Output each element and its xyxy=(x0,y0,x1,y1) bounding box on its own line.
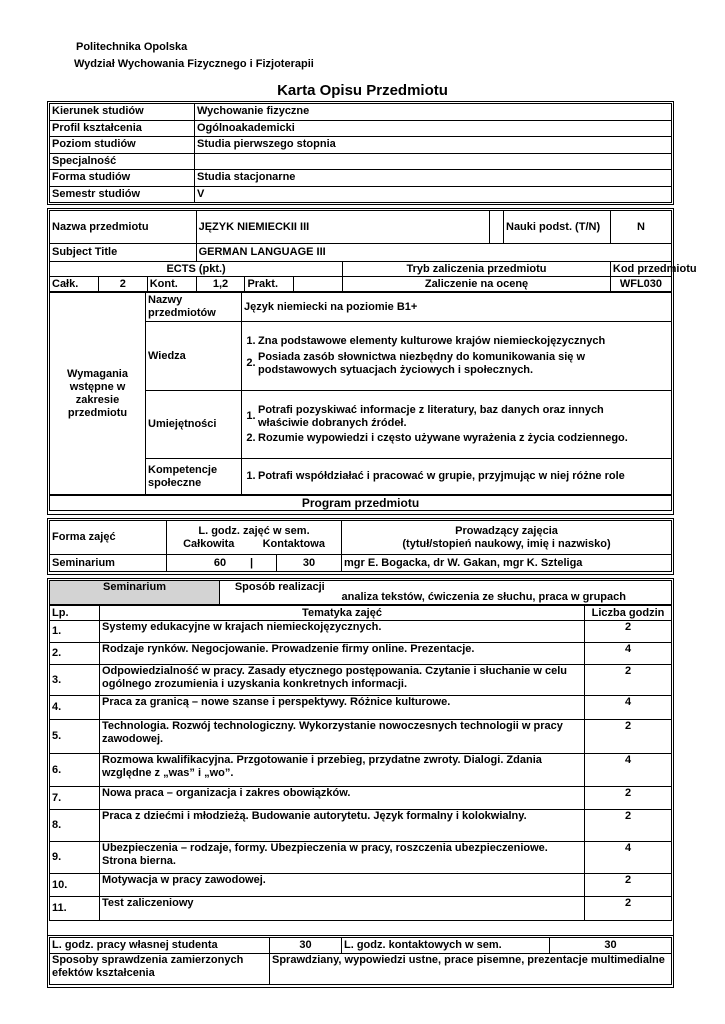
topic-row xyxy=(50,643,672,665)
self-work-value: 30 xyxy=(270,938,342,954)
skills-item-text: Rozumie wypowiedzi i często używane wyrażenia z życia codziennego. xyxy=(258,431,628,444)
knowledge-item xyxy=(244,351,669,377)
study-info-section xyxy=(47,101,674,205)
total-hours-value: 60 xyxy=(213,556,227,569)
topic-text: Technologia. Rozwój technologiczny. Wykorzystanie nowoczesnych technologii w pracy zawodowej. xyxy=(100,720,585,754)
topic-text: Rozmowa kwalifikacyjna. Przgotowanie i przebieg, przydatne zwroty. Dialogi. Zdania względne z „was” i „wo”. xyxy=(100,754,585,787)
contact-hours-label: L. godz. kontaktowych w sem. xyxy=(342,938,550,954)
study-info-label: Poziom studiów xyxy=(50,137,195,154)
total-label: Całkowita xyxy=(183,537,235,550)
knowledge-list xyxy=(242,322,672,391)
topic-lp: 7. xyxy=(50,787,100,810)
study-info-label: Profil kształcenia xyxy=(50,120,195,137)
code-label: Kod przedmiotu xyxy=(610,262,671,277)
topic-text: Odpowiedzialność w pracy. Zasady etycznego postępowania. Czytanie i słuchanie w celu ogólnego zrozumienia i uzyskania konkretnych informacji. xyxy=(100,665,585,696)
topic-hours: 2 xyxy=(585,874,672,897)
social-list xyxy=(242,459,672,495)
topics-section xyxy=(47,578,674,936)
hours-header xyxy=(167,521,342,555)
mode-label: Tryb zaliczenia przedmiotu xyxy=(343,262,611,277)
social-label: Kompetencje społeczne xyxy=(146,459,242,495)
assessment-value: Sprawdziany, wypowiedzi ustne, prace pisemne, prezentacje multimedialne xyxy=(270,954,672,985)
study-info-label: Semestr studiów xyxy=(50,186,195,203)
study-info-value: Studia stacjonarne xyxy=(195,170,672,187)
topic-hours: 4 xyxy=(585,643,672,665)
topic-text: Test zaliczeniowy xyxy=(100,897,585,921)
social-item-text: Potrafi współdziałać i pracować w grupie, przyjmując w niej różne role xyxy=(258,469,625,482)
subject-title-label: Subject Title xyxy=(50,244,197,262)
lecturer-header xyxy=(342,521,672,555)
ects-label: ECTS (pkt.) xyxy=(50,262,343,277)
faculty-name: Wydział Wychowania Fizycznego i Fizjoterapii xyxy=(74,58,314,70)
topic-lp: 1. xyxy=(50,621,100,643)
topic-lp: 4. xyxy=(50,696,100,720)
skills-item-number: 2. xyxy=(246,431,256,444)
hours-separator: | xyxy=(249,556,254,569)
course-name: JĘZYK NIEMIECKII III xyxy=(196,211,489,244)
study-info-row xyxy=(50,120,672,137)
topic-hours: 2 xyxy=(585,665,672,696)
hours-label: L. godz. zajęć w sem. xyxy=(198,524,310,537)
skills-item-text: Potrafi pozyskiwać informacje z literatury, baz danych oraz innych właściwie dobranych źródeł. xyxy=(258,403,604,429)
topic-hours: 2 xyxy=(585,621,672,643)
mode-value: Zaliczenie na ocenę xyxy=(343,277,611,292)
topic-row xyxy=(50,897,672,921)
program-title: Program przedmiotu xyxy=(50,496,672,511)
knowledge-item-number: 1. xyxy=(246,335,256,348)
topic-row xyxy=(50,665,672,696)
page-title: Karta Opisu Przedmiotu xyxy=(277,82,448,99)
program-section xyxy=(47,518,674,575)
contact-hours-value: 30 xyxy=(550,938,672,954)
code-value: WFL030 xyxy=(610,277,671,292)
topics-type: Seminarium xyxy=(50,581,220,605)
university-name: Politechnika Opolska xyxy=(76,41,188,53)
prereq-title: Wymagania wstępne w zakresie przedmiotu xyxy=(50,293,146,495)
skills-label: Umiejętności xyxy=(146,391,242,459)
topic-row xyxy=(50,621,672,643)
ects-practical-label: Prakt. xyxy=(245,277,294,292)
topic-lp: 10. xyxy=(50,874,100,897)
lecturer-label: Prowadzący zajęcia xyxy=(455,524,558,537)
ects-total-label: Całk. xyxy=(50,277,99,292)
study-info-value: Ogólnoakademicki xyxy=(195,120,672,137)
topic-hours: 2 xyxy=(585,810,672,842)
course-name-label: Nazwa przedmiotu xyxy=(50,211,197,244)
topic-hours: 4 xyxy=(585,696,672,720)
topic-text: Motywacja w pracy zawodowej. xyxy=(100,874,585,897)
social-item xyxy=(244,470,669,483)
topic-lp: 9. xyxy=(50,842,100,874)
topic-text: Systemy edukacyjne w krajach niemieckojęzycznych. xyxy=(100,621,585,643)
study-info-value: Studia pierwszego stopnia xyxy=(195,137,672,154)
topic-text: Nowa praca – organizacja i zakres obowiązków. xyxy=(100,787,585,810)
ects-contact-label: Kont. xyxy=(147,277,196,292)
col-lp: Lp. xyxy=(50,606,100,621)
course-section xyxy=(47,208,697,515)
subject-title: GERMAN LANGUAGE III xyxy=(196,244,671,262)
topic-hours: 2 xyxy=(585,720,672,754)
knowledge-item xyxy=(244,335,669,348)
study-info-label: Specjalność xyxy=(50,153,195,170)
method-value: analiza tekstów, ćwiczenia ze słuchu, praca w grupach xyxy=(340,581,672,605)
basic-science-label: Nauki podst. (T/N) xyxy=(504,211,611,244)
study-info-row xyxy=(50,170,672,187)
contact-hours: 30 xyxy=(277,555,342,572)
study-info-row xyxy=(50,153,672,170)
study-info-value: V xyxy=(195,186,672,203)
ects-total-value: 2 xyxy=(98,277,147,292)
lecturers: mgr E. Bogacka, dr W. Gakan, mgr K. Szteliga xyxy=(342,555,672,572)
social-item-number: 1. xyxy=(246,469,256,482)
topic-text: Praca z dziećmi i młodzieżą. Budowanie autorytetu. Język formalny i kolokwialny. xyxy=(100,810,585,842)
col-hours: Liczba godzin xyxy=(585,606,672,621)
basic-science-value: N xyxy=(610,211,671,244)
method-label: Sposób realizacji xyxy=(220,581,340,605)
col-topic: Tematyka zajęć xyxy=(100,606,585,621)
topic-text: Ubezpieczenia – rodzaje, formy. Ubezpieczenia w pracy, roszczenia ubezpieczeniowe. Strona bierna. xyxy=(100,842,585,874)
topic-text: Rodzaje rynków. Negocjowanie. Prowadzenie firmy online. Prezentacje. xyxy=(100,643,585,665)
topic-lp: 11. xyxy=(50,897,100,921)
study-info-row xyxy=(50,186,672,203)
study-info-label: Forma studiów xyxy=(50,170,195,187)
topic-hours: 4 xyxy=(585,842,672,874)
lecturer-sub: (tytuł/stopień naukowy, imię i nazwisko) xyxy=(402,537,611,550)
study-info-value xyxy=(195,153,672,170)
ects-contact-value: 1,2 xyxy=(196,277,245,292)
ects-practical-value xyxy=(294,277,343,292)
contact-label: Kontaktowa xyxy=(262,537,325,550)
topic-lp: 6. xyxy=(50,754,100,787)
skills-item xyxy=(244,404,669,430)
knowledge-item-text: Zna podstawowe elementy kulturowe krajów niemieckojęzycznych xyxy=(258,335,606,348)
topic-row xyxy=(50,810,672,842)
topic-row xyxy=(50,842,672,874)
total-hours xyxy=(167,555,277,572)
topic-lp: 3. xyxy=(50,665,100,696)
topic-row xyxy=(50,874,672,897)
form-value: Seminarium xyxy=(50,555,167,572)
topic-row xyxy=(50,696,672,720)
topic-row xyxy=(50,787,672,810)
topic-hours: 4 xyxy=(585,754,672,787)
topic-hours: 2 xyxy=(585,897,672,921)
knowledge-item-number: 2. xyxy=(246,357,256,370)
topic-text: Praca za granicą – nowe szanse i perspektywy. Różnice kulturowe. xyxy=(100,696,585,720)
footer-section xyxy=(47,936,674,988)
study-info-row xyxy=(50,104,672,121)
knowledge-label: Wiedza xyxy=(146,322,242,391)
prereq-names-label: Nazwy przedmiotów xyxy=(146,293,242,322)
study-info-row xyxy=(50,137,672,154)
form-label: Forma zajęć xyxy=(50,521,167,555)
skills-item-number: 1. xyxy=(246,410,256,423)
study-info-label: Kierunek studiów xyxy=(50,104,195,121)
topic-lp: 2. xyxy=(50,643,100,665)
self-work-label: L. godz. pracy własnej studenta xyxy=(50,938,270,954)
topic-hours: 2 xyxy=(585,787,672,810)
topic-lp: 5. xyxy=(50,720,100,754)
topic-row xyxy=(50,754,672,787)
knowledge-item-text: Posiada zasób słownictwa niezbędny do komunikowania się w podstawowych sytuacjach życiowych i społecznych. xyxy=(258,350,586,376)
skills-list xyxy=(242,391,672,459)
skills-item xyxy=(244,432,669,445)
assessment-label: Sposoby sprawdzenia zamierzonych efektów kształcenia xyxy=(50,954,270,985)
topic-lp: 8. xyxy=(50,810,100,842)
topic-row xyxy=(50,720,672,754)
study-info-value: Wychowanie fizyczne xyxy=(195,104,672,121)
prereq-names-value: Język niemiecki na poziomie B1+ xyxy=(242,293,672,322)
